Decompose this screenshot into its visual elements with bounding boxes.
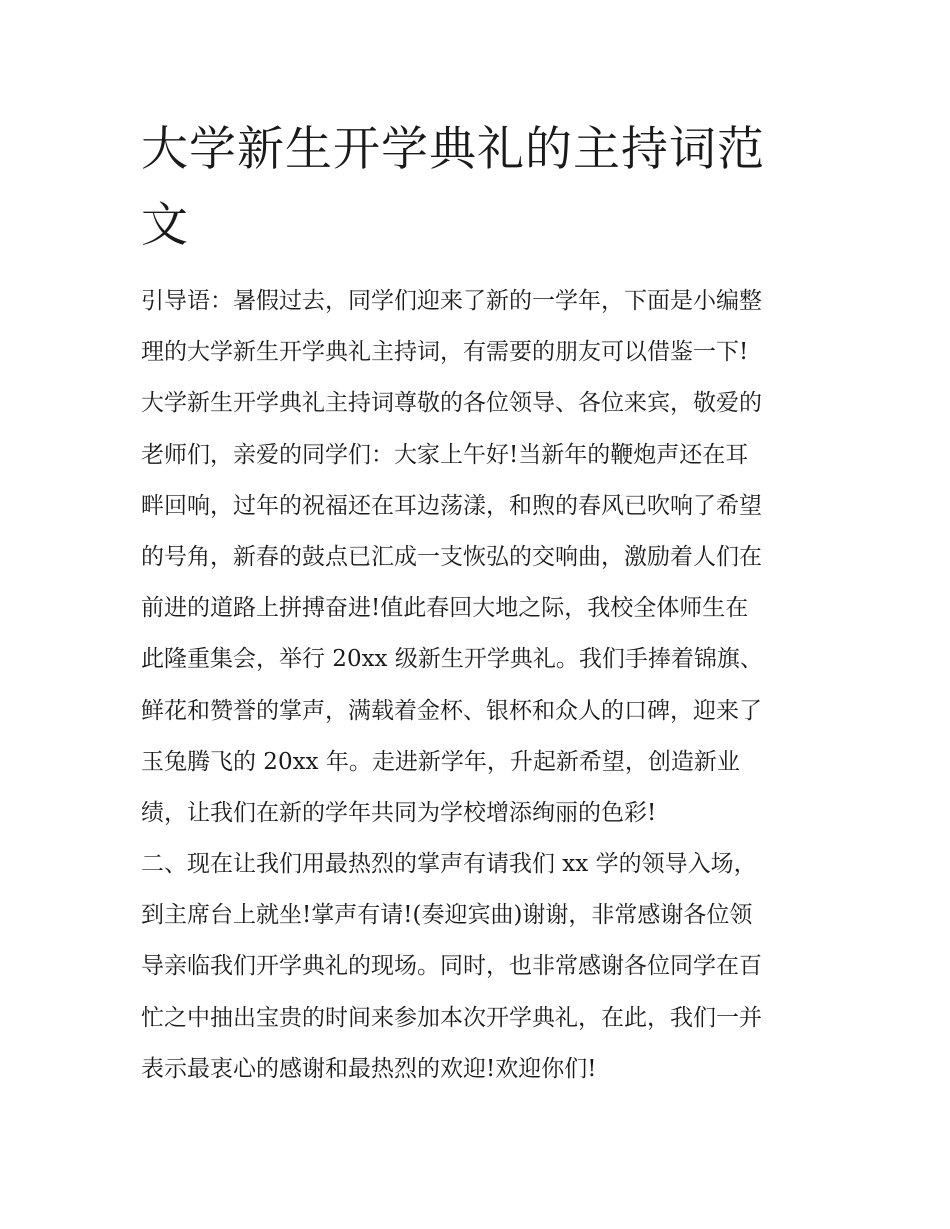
body-line-15: 忙之中抽出宝贵的时间来参加本次开学典礼，在此，我们一并 (141, 1004, 762, 1031)
body-line-16: 表示最衷心的感谢和最热烈的欢迎!欢迎你们! (141, 1055, 597, 1082)
body-line-4: 老师们，亲爱的同学们：大家上午好!当新年的鞭炮声还在耳 (141, 441, 749, 468)
body-line-7: 前进的道路上拼搏奋进!值此春回大地之际，我校全体师生在 (141, 595, 749, 622)
body-line-9: 鲜花和赞誉的掌声，满载着金杯、银杯和众人的口碑，迎来了 (141, 697, 762, 724)
body-line-13: 到主席台上就坐!掌声有请!(奏迎宾曲)谢谢，非常感谢各位领 (141, 902, 753, 929)
body-line-10: 玉兔腾飞的 20xx 年。走进新学年，升起新希望，创造新业 (141, 748, 740, 775)
document-title: 大学新生开学典礼的主持词范文 (141, 122, 765, 253)
body-line-12: 二、现在让我们用最热烈的掌声有请我们 xx 学的领导入场， (141, 851, 757, 878)
body-line-3: 大学新生开学典礼主持词尊敬的各位领导、各位来宾，敬爱的 (141, 390, 762, 417)
document-body (141, 276, 816, 1095)
body-line-11: 绩，让我们在新的学年共同为学校增添绚丽的色彩! (141, 799, 657, 826)
body-line-8: 此隆重集会，举行 20xx 级新生开学典礼。我们手捧着锦旗、 (141, 646, 763, 673)
body-line-14: 导亲临我们开学典礼的现场。同时，也非常感谢各位同学在百 (141, 953, 762, 980)
body-line-1: 引导语：暑假过去，同学们迎来了新的一学年，下面是小编整 (141, 288, 762, 314)
body-line-5: 畔回响，过年的祝福还在耳边荡漾，和煦的春风已吹响了希望 (141, 492, 762, 519)
body-line-6: 的号角，新春的鼓点已汇成一支恢弘的交响曲，激励着人们在 (141, 543, 762, 570)
body-line-2: 理的大学新生开学典礼主持词，有需要的朋友可以借鉴一下! (141, 339, 749, 366)
